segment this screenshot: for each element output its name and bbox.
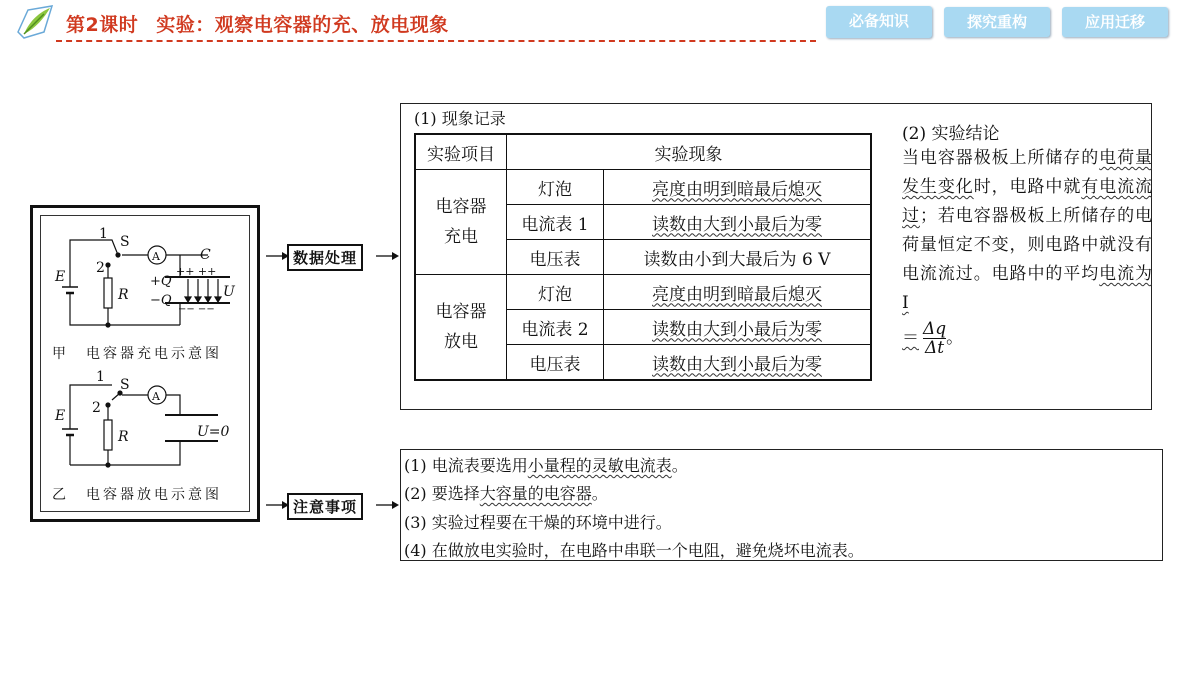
note-text: (2) 要选择 [404, 484, 480, 503]
arrow-right-icon [392, 501, 399, 509]
table-row [415, 170, 871, 205]
conclusion-text [902, 144, 1152, 357]
minus-q-label: −Q [150, 293, 172, 308]
formula-period: 。 [946, 328, 964, 348]
plus-q-label: +Q [150, 274, 172, 289]
header-cell-phenomenon: 实验现象 [507, 134, 872, 170]
formula-equals: ＝ [902, 328, 919, 348]
minus-signs: −− −− [178, 304, 215, 315]
feather-leaf-icon [14, 2, 56, 42]
average-current-formula [902, 320, 1152, 357]
terminal-2-label: 2 [92, 400, 101, 416]
emf-label: E [55, 269, 66, 285]
data-processing-label: 数据处理 [287, 244, 363, 271]
conclusion-part-b: 电荷量发生变化 [902, 148, 1153, 197]
note-end: 。 [591, 484, 608, 503]
phenomenon-text: 读数由大到小最后为零 [652, 354, 822, 375]
item-cell: 灯泡 [507, 275, 604, 310]
conclusion-part-d: 有电流流过 [902, 177, 1153, 226]
note-text: (3) 实验过程要在干燥的环境中进行。 [404, 513, 672, 532]
header-cell-item: 实验项目 [415, 134, 507, 170]
circuit-diagrams [40, 215, 250, 512]
nav-button-inquiry[interactable]: 探究重构 [944, 7, 1050, 37]
emf-label: E [55, 408, 66, 424]
formula-numerator: Δq [923, 319, 947, 339]
resistor-label: R [118, 429, 129, 445]
resistor-icon [104, 420, 112, 450]
note-emphasis: 大容量的电容器 [479, 484, 592, 503]
nav-button-application[interactable]: 应用迁移 [1062, 7, 1168, 37]
conclusion-part-c: 时，电路中就 [973, 177, 1082, 197]
resistor-icon [104, 278, 112, 308]
note-text: (1) 电流表要选用 [404, 456, 528, 475]
table-header-row [415, 134, 871, 170]
table-row [415, 275, 871, 310]
lesson-label: 第2课时 [66, 14, 139, 36]
note-item [404, 538, 864, 561]
terminal-1-label: 1 [99, 226, 108, 242]
ammeter-label: A [152, 390, 160, 403]
phenomenon-text: 读数由小到大最后为 6 V [643, 249, 831, 270]
terminal-2-label: 2 [96, 260, 105, 276]
group-cell-discharge [415, 275, 507, 381]
lesson-title: 实验：观察电容器的充、放电现象 [156, 14, 449, 36]
ammeter-label: A [152, 250, 160, 263]
record-heading: (1) 现象记录 [414, 109, 506, 128]
note-item [404, 481, 608, 504]
terminal-1-label: 1 [96, 369, 105, 385]
voltage-zero-label: U=0 [197, 424, 230, 440]
phenomenon-cell [604, 170, 872, 205]
capacitor-label: C [200, 247, 211, 263]
header-divider [56, 40, 816, 42]
flow-arrows [262, 100, 402, 520]
phenomenon-cell [604, 310, 872, 345]
note-item [404, 510, 672, 533]
plus-signs: ++ ++ [176, 265, 217, 278]
conclusion-heading: (2) 实验结论 [902, 124, 1000, 144]
phenomenon-cell [604, 345, 872, 381]
note-item [404, 453, 688, 476]
voltage-label: U [223, 284, 235, 300]
phenomenon-cell [604, 205, 872, 240]
conclusion-part-f: 电流为 I [902, 264, 1153, 313]
formula-expression [902, 319, 947, 358]
arrow-right-icon [392, 252, 399, 260]
phenomenon-text: 亮度由明到暗最后熄灭 [652, 179, 822, 200]
note-text: (4) 在做放电实验时，在电路中串联一个电阻，避免烧坏电流表。 [404, 541, 864, 560]
phenomenon-text: 读数由大到小最后为零 [652, 319, 822, 340]
phenomenon-text: 亮度由明到暗最后熄灭 [652, 284, 822, 305]
group-name-line2: 充电 [444, 227, 478, 247]
switch-label: S [120, 234, 130, 250]
note-end: 。 [671, 456, 688, 475]
group-name-line1: 电容器 [435, 302, 487, 322]
item-cell: 电压表 [507, 240, 604, 275]
nav-button-essential-knowledge[interactable]: 必备知识 [826, 6, 932, 38]
item-cell: 电流表 1 [507, 205, 604, 240]
observation-table [414, 133, 872, 381]
item-cell: 灯泡 [507, 170, 604, 205]
phenomenon-text: 读数由大到小最后为零 [652, 214, 822, 235]
group-cell-charge [415, 170, 507, 275]
switch-label: S [120, 377, 130, 393]
phenomenon-cell [604, 275, 872, 310]
discharging-circuit [62, 385, 218, 467]
formula-denominator: Δt [925, 338, 945, 358]
conclusion-part-e: ；若电容器极板上所储存的电荷量恒定不变，则电路中就没有电流流过。电路中的平均 [902, 206, 1153, 284]
phenomenon-cell [604, 240, 872, 275]
conclusion-part-a: 当电容器极板上所储存的 [902, 148, 1100, 168]
discharge-caption: 乙 电容器放电示意图 [52, 487, 222, 503]
item-cell: 电压表 [507, 345, 604, 381]
group-name-line2: 放电 [444, 332, 478, 352]
header-bar [0, 0, 1200, 46]
notes-label: 注意事项 [287, 493, 363, 520]
note-emphasis: 小量程的灵敏电流表 [527, 456, 672, 475]
page-title [66, 10, 449, 37]
formula-fraction [923, 320, 946, 357]
group-name-line1: 电容器 [435, 197, 487, 217]
item-cell: 电流表 2 [507, 310, 604, 345]
charge-caption: 甲 电容器充电示意图 [52, 346, 222, 362]
resistor-label: R [118, 287, 129, 303]
